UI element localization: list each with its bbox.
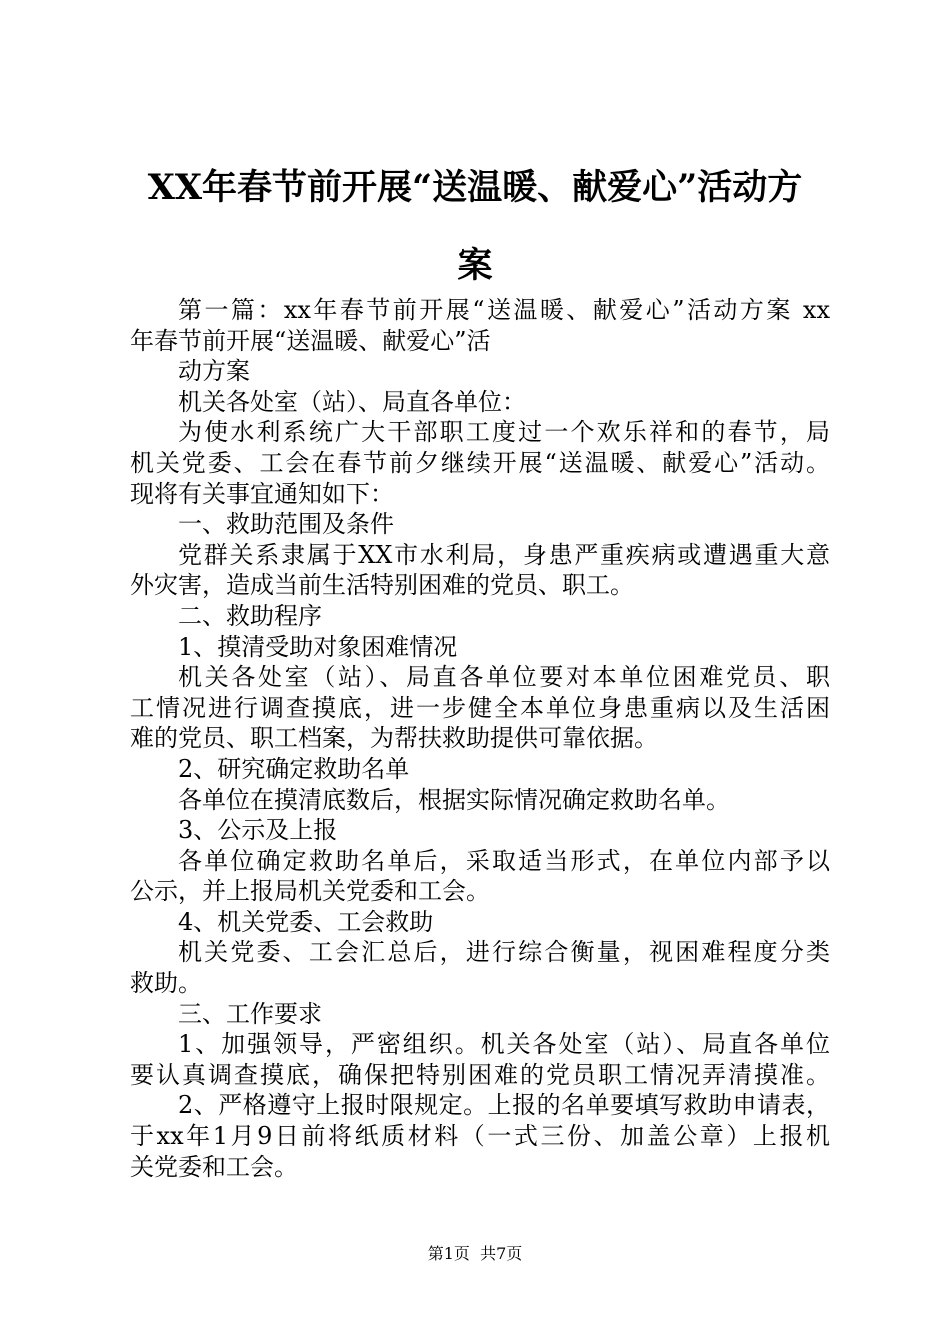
body-line: 动方案 [178,357,250,386]
body-line: 为使水利系统广大干部职工度过一个欢乐祥和的春节，局 [178,418,830,447]
document-body [130,295,830,1182]
body-line: 年春节前开展“送温暖、献爱心”活 [130,326,491,355]
body-line: 各单位确定救助名单后，采取适当形式，在单位内部予以 [178,846,830,875]
body-line: 2、严格遵守上报时限规定。上报的名单要填写救助申请表， [178,1091,830,1120]
body-line: 要认真调查摸底，确保把特别困难的党员职工情况弄清摸准。 [130,1060,830,1089]
section-heading: 一、救助范围及条件 [178,510,394,539]
body-line: 救助。 [130,969,202,998]
body-line: 机关党委、工会在春节前夕继续开展“送温暖、献爱心”活动。 [130,448,830,477]
body-line: 机关各处室（站）、局直各单位要对本单位困难党员、职 [178,663,830,692]
body-line: 1、加强领导，严密组织。机关各处室（站）、局直各单位 [178,1030,830,1059]
body-line: 各单位在摸清底数后，根据实际情况确定救助名单。 [178,785,730,814]
subsection-heading: 1、摸清受助对象困难情况 [178,632,458,661]
page-number-footer: 第1页 共7页 [427,1244,523,1263]
body-line: 公示，并上报局机关党委和工会。 [130,877,490,906]
body-line: 第一篇：xx年春节前开展“送温暖、献爱心”活动方案 xx [178,296,830,324]
subsection-heading: 2、研究确定救助名单 [178,754,410,783]
body-line: 外灾害，造成当前生活特别困难的党员、职工。 [130,571,634,600]
body-line: 党群关系隶属于XX市水利局，身患严重疾病或遭遇重大意 [178,540,830,569]
document-title-line-2: 案 [457,245,493,286]
body-line: 现将有关事宜通知如下： [130,479,394,508]
body-line: 机关各处室（站）、局直各单位： [178,387,526,416]
section-heading: 三、工作要求 [178,999,322,1028]
section-heading: 二、救助程序 [178,601,322,630]
document-title-line-1: XX年春节前开展“送温暖、献爱心”活动方 [147,167,803,208]
subsection-heading: 4、机关党委、工会救助 [178,907,434,936]
body-line: 机关党委、工会汇总后，进行综合衡量，视困难程度分类 [178,938,830,967]
body-line: 于xx年1月9日前将纸质材料（一式三份、加盖公章）上报机 [130,1122,830,1151]
body-line: 难的党员、职工档案，为帮扶救助提供可靠依据。 [130,724,658,753]
body-line: 工情况进行调查摸底，进一步健全本单位身患重病以及生活困 [130,693,830,722]
body-line: 关党委和工会。 [130,1152,298,1181]
subsection-heading: 3、公示及上报 [178,816,338,845]
